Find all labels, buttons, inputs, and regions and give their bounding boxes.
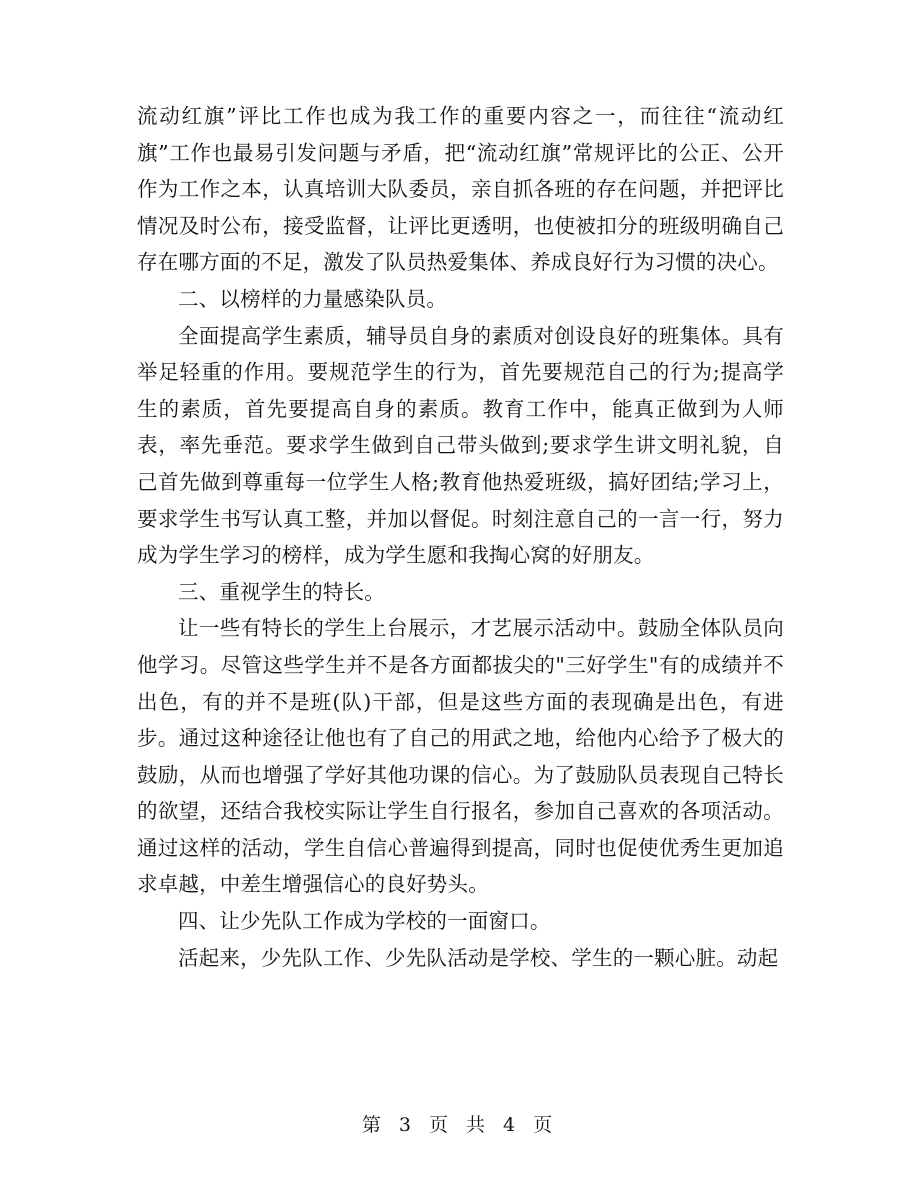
paragraph-continuation: 流动红旗”评比工作也成为我工作的重要内容之一，而往往“流动红旗”工作也最易引发问题与矛盾，把“流动红旗”常规评比的公正、公开作为工作之本，认真培训大队委员，亲自抓各班的存在问题，并把评比情况及时公布，接受监督，让评比更透明，也使被扣分的班级明确自己存在哪方面的不足，激发了队员热爱集体、养成良好行为习惯的决心。 <box>137 104 784 275</box>
paragraph-role-model: 全面提高学生素质，辅导员自身的素质对创设良好的班集体。具有举足轻重的作用。要规范学生的行为，首先要规范自己的行为;提高学生的素质，首先要提高自身的素质。教育工作中，能真正做到为人师表，率先垂范。要求学生做到自己带头做到;要求学生讲文明礼貌，自己首先做到尊重每一位学生人格;教育他热爱班级，搞好团结;学习上，要求学生书写认真工整，并加以督促。时刻注意自己的一言一行，努力成为学生学习的榜样，成为学生愿和我掏心窝的好朋友。 <box>137 323 784 568</box>
section-heading-2: 二、以榜样的力量感染队员。 <box>178 286 448 311</box>
page-number-footer: 第 3 页 共 4 页 <box>361 1114 559 1136</box>
section-heading-4: 四、让少先队工作成为学校的一面窗口。 <box>178 909 551 934</box>
paragraph-window: 活起来，少先队工作、少先队活动是学校、学生的一颗心脏。动起 <box>178 945 779 970</box>
document-body <box>137 98 784 976</box>
section-heading-3: 三、重视学生的特长。 <box>178 579 385 604</box>
paragraph-student-talents: 让一些有特长的学生上台展示，才艺展示活动中。鼓励全体队员向他学习。尽管这些学生并不是各方面都拔尖的"三好学生"有的成绩并不出色，有的并不是班(队)干部，但是这些方面的表现确是出色，有进步。通过这种途径让他也有了自己的用武之地，给他内心给予了极大的鼓励，从而也增强了学好其他功课的信心。为了鼓励队员表现自己特长的欲望，还结合我校实际让学生自行报名，参加自己喜欢的各项活动。通过这样的活动，学生自信心普遍得到提高，同时也促使优秀生更加追求卓越，中差生增强信心的良好势头。 <box>137 616 784 897</box>
